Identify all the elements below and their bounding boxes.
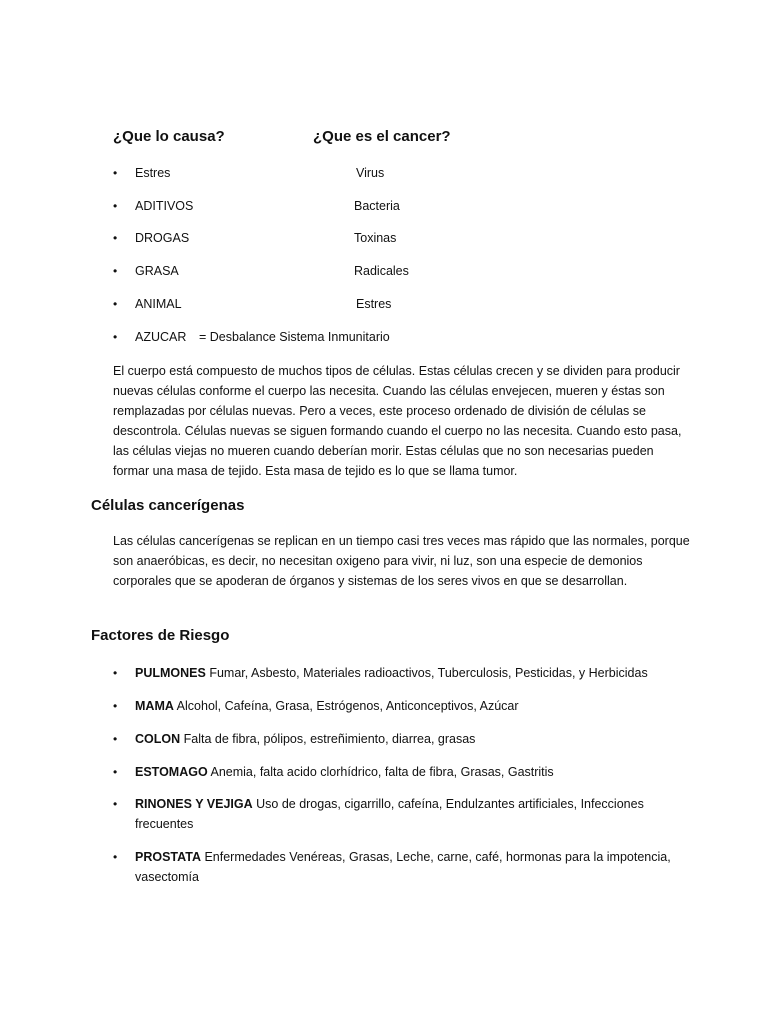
cause-item: GRASA <box>135 264 179 278</box>
bullet-icon: • <box>113 765 118 779</box>
risk-factors-text: Fumar, Asbesto, Materiales radioactivos, Tuberculosis, Pesticidas, y Herbicidas <box>205 666 648 680</box>
section-title-risk-factors: Factores de Riesgo <box>91 627 230 644</box>
bullet-icon: • <box>113 797 118 811</box>
list-item <box>113 762 673 782</box>
risk-factors-text: Alcohol, Cafeína, Grasa, Estrógenos, Anticonceptivos, Azúcar <box>173 699 519 713</box>
bullet-icon: • <box>113 199 118 213</box>
heading-causes: ¿Que lo causa? <box>113 128 225 145</box>
bullet-icon: • <box>113 850 118 864</box>
azucar-note: = Desbalance Sistema Inmunitario <box>199 330 390 344</box>
heading-what-is-cancer: ¿Que es el cancer? <box>313 128 451 145</box>
cause-item: DROGAS <box>135 231 190 245</box>
risk-factors-text: Anemia, falta acido clorhídrico, falta de fibra, Grasas, Gastritis <box>207 765 554 779</box>
cause-item: ADITIVOS <box>135 199 194 213</box>
list-item <box>113 847 673 887</box>
what-item: Estres <box>356 297 392 311</box>
bullet-icon: • <box>113 330 118 344</box>
organ-label: COLON <box>135 732 181 746</box>
risk-factors-text: Uso de drogas, cigarrillo, cafeína, Endulzantes artificiales, Infecciones frecuentes <box>135 797 644 831</box>
section-title-cancer-cells: Células cancerígenas <box>91 497 245 514</box>
intro-paragraph: El cuerpo está compuesto de muchos tipos de células. Estas células crecen y se dividen para producir nuevas células conforme el cuerpo las necesita. Cuando las células envejecen, mueren y éstas son remplazadas por células nuevas. Pero a veces, este proceso ordenado de división de células se descontrola. Células nuevas se siguen formando cuando el cuerpo no las necesita. Cuando esto pasa, las células viejas no mueren cuando deberían morir. Estas células que no son necesarias pueden formar una masa de tejido. Esta masa de tejido es lo que se llama tumor. <box>113 364 682 478</box>
bullet-icon: • <box>113 666 118 680</box>
what-item: Radicales <box>354 264 409 278</box>
organ-label: RINONES Y VEJIGA <box>135 797 253 811</box>
bullet-icon: • <box>113 264 118 278</box>
organ-label: MAMA <box>135 699 174 713</box>
what-item: Bacteria <box>354 199 400 213</box>
cause-item: ANIMAL <box>135 297 182 311</box>
what-item: Toxinas <box>354 231 397 245</box>
organ-label: ESTOMAGO <box>135 765 208 779</box>
bullet-icon: • <box>113 166 118 180</box>
bullet-icon: • <box>113 732 118 746</box>
bullet-icon: • <box>113 699 118 713</box>
cause-item: Estres <box>135 166 171 180</box>
list-item <box>113 729 673 749</box>
bullet-icon: • <box>113 297 118 311</box>
what-item: Virus <box>356 166 385 180</box>
list-item <box>113 794 673 834</box>
list-item <box>113 696 673 716</box>
cause-item: AZUCAR <box>135 330 187 344</box>
list-item <box>113 663 673 683</box>
cancer-cells-paragraph: Las células cancerígenas se replican en un tiempo casi tres veces mas rápido que las normales, porque son anaeróbicas, es decir, no necesitan oxigeno para vivir, ni luz, son una especie de demonios corporales que se apoderan de órganos y sistemas de los seres vivos en que se desarrollan. <box>113 534 690 588</box>
risk-factors-text: Falta de fibra, pólipos, estreñimiento, diarrea, grasas <box>180 732 476 746</box>
risk-factors-text: Enfermedades Venéreas, Grasas, Leche, carne, café, hormonas para la impotencia, vasectomía <box>135 850 671 884</box>
organ-label: PULMONES <box>135 666 206 680</box>
bullet-icon: • <box>113 231 118 245</box>
organ-label: PROSTATA <box>135 850 201 864</box>
